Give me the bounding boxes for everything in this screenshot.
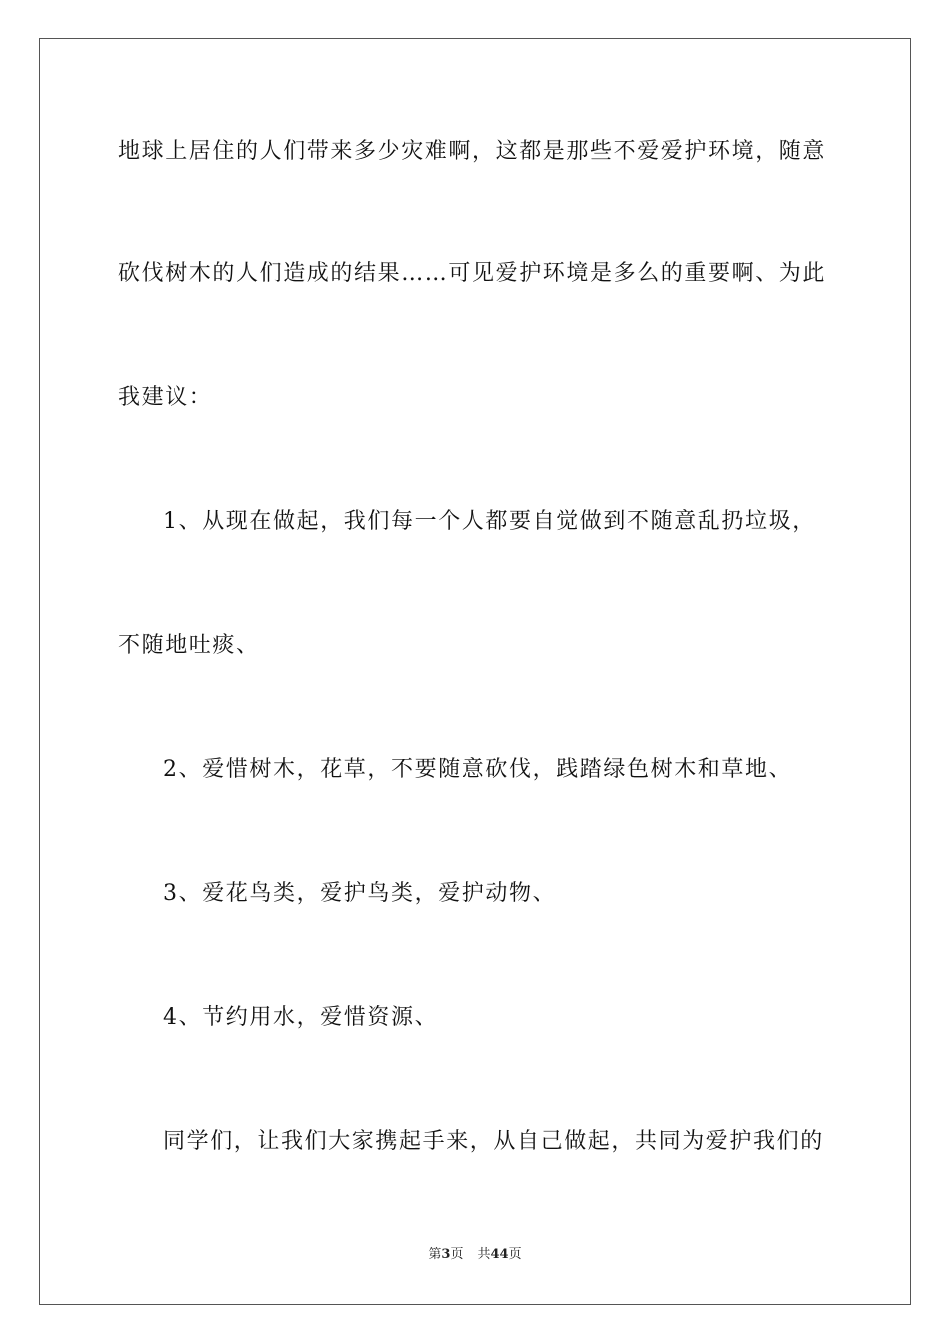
paragraph-line-2: 砍伐树木的人们造成的结果……可见爱护环境是多么的重要啊、为此	[118, 261, 827, 286]
list-item-4: 4、节约用水，爱惜资源、	[163, 1005, 439, 1030]
footer-total-suffix: 页	[508, 1247, 522, 1262]
list-item-2: 2、爱惜树木，花草，不要随意砍伐，践踏绿色树木和草地、	[163, 757, 793, 782]
footer-page-prefix: 第	[428, 1247, 442, 1262]
list-item-3: 3、爱花鸟类，爱护鸟类，爱护动物、	[163, 881, 557, 906]
list-item-1-continuation: 不随地吐痰、	[118, 633, 260, 658]
paragraph-line-1: 地球上居住的人们带来多少灾难啊，这都是那些不爱爱护环境，随意	[118, 139, 827, 164]
footer-total-prefix: 共	[477, 1247, 491, 1262]
list-item-1: 1、从现在做起，我们每一个人都要自觉做到不随意乱扔垃圾，	[163, 509, 816, 534]
page-frame	[39, 38, 911, 1305]
footer-page-suffix: 页	[450, 1247, 464, 1262]
footer-page-number: 3	[441, 1247, 451, 1262]
footer-total-pages: 44	[490, 1247, 509, 1262]
paragraph-line-3: 我建议：	[118, 385, 213, 410]
closing-paragraph-line: 同学们，让我们大家携起手来，从自己做起，共同为爱护我们的	[163, 1129, 824, 1154]
page-footer	[0, 1246, 950, 1264]
